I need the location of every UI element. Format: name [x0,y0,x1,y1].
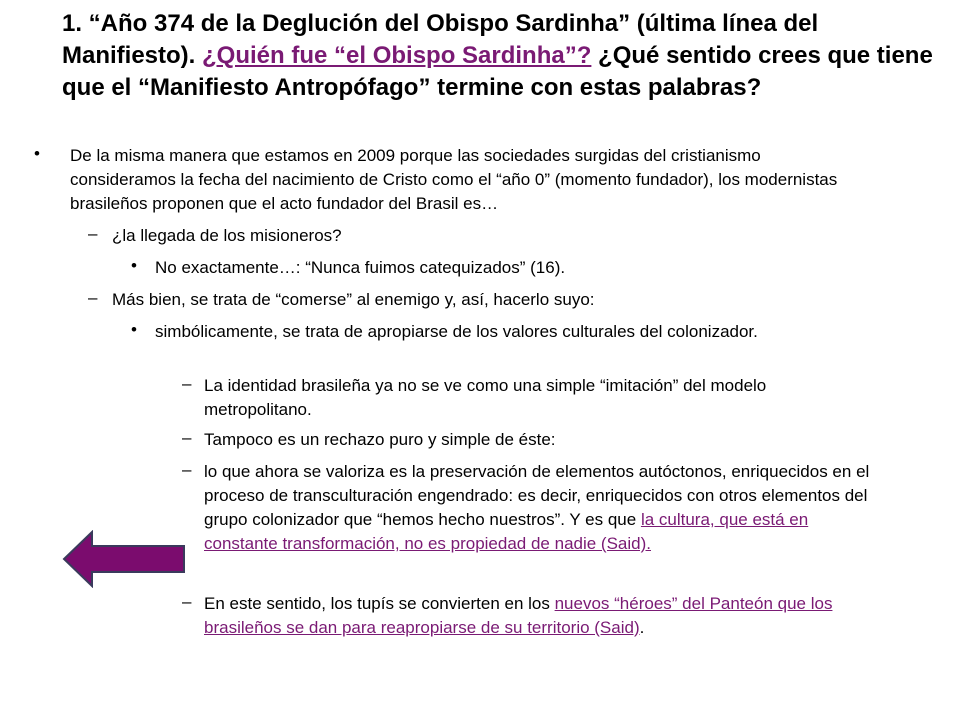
title-link-obispo-sardinha[interactable]: ¿Quién fue “el Obispo Sardinha”? [202,42,592,69]
bullet-marker: • [131,320,137,339]
bullet-1-2-1-4-body: En este sentido, los tupís se convierten en los [204,594,555,613]
bullet-marker: • [34,144,40,163]
bullet-marker: • [131,256,137,275]
dash-marker: – [182,592,192,611]
bullet-1-1-text: ¿la llegada de los misioneros? [112,226,342,245]
title-text-1: 1. “Año 374 de la Deglución del Obispo Sardinha” (última línea del Manifiesto). [62,10,819,69]
left-arrow-icon [62,530,186,588]
bullet-1-2-text: Más bien, se trata de “comerse” al enemigo y, así, hacerlo suyo: [112,290,595,309]
bullet-1-2-1-4-end: . [639,618,645,637]
dash-marker: – [88,224,98,243]
bullet-1-2-1-2-text: Tampoco es un rechazo puro y simple de éste: [204,430,556,449]
title-text-2: ¿Qué sentido crees que tiene que el “Manifiesto Antropófago” termine con estas palabras? [62,42,933,101]
bullet-1-2-1-3-text [204,460,872,556]
bullet-1-text: De la misma manera que estamos en 2009 porque las sociedades surgidas del cristianismo consideramos la fecha del nacimiento de Cristo como el “año 0” (momento fundador), los modernistas brasileños proponen que el acto fundador del Brasil es… [70,146,838,213]
dash-marker: – [88,288,98,307]
dash-marker: – [182,460,192,479]
bullet-1-2-1-text: simbólicamente, se trata de apropiarse de los valores culturales del colonizador. [155,322,758,341]
bullet-1-2-1-3-body: lo que ahora se valoriza es la preservación de elementos autóctonos, enriquecidos en el proceso de transculturación engendrado: es decir, enriquecidos con otros elementos del grupo colonizador que “hemos hecho nuestros”. Y es que [204,462,870,529]
bullet-1-2-1-4-text [204,592,872,640]
slide-title [62,8,942,104]
back-arrow-button[interactable] [62,530,186,588]
link-nuevos-heroes-said[interactable]: nuevos “héroes” del Panteón que los brasileños se dan para reapropiarse de su territorio (Said) [204,594,833,637]
dash-marker: – [182,428,192,447]
dash-marker: – [182,374,192,393]
link-cultura-said[interactable]: la cultura, que está en constante transformación, no es propiedad de nadie (Said). [204,510,809,553]
bullet-1-2-1-1-text: La identidad brasileña ya no se ve como una simple “imitación” del modelo metropolitano. [204,376,767,419]
bullet-1-1-1-text: No exactamente…: “Nunca fuimos catequizados” (16). [155,258,566,277]
